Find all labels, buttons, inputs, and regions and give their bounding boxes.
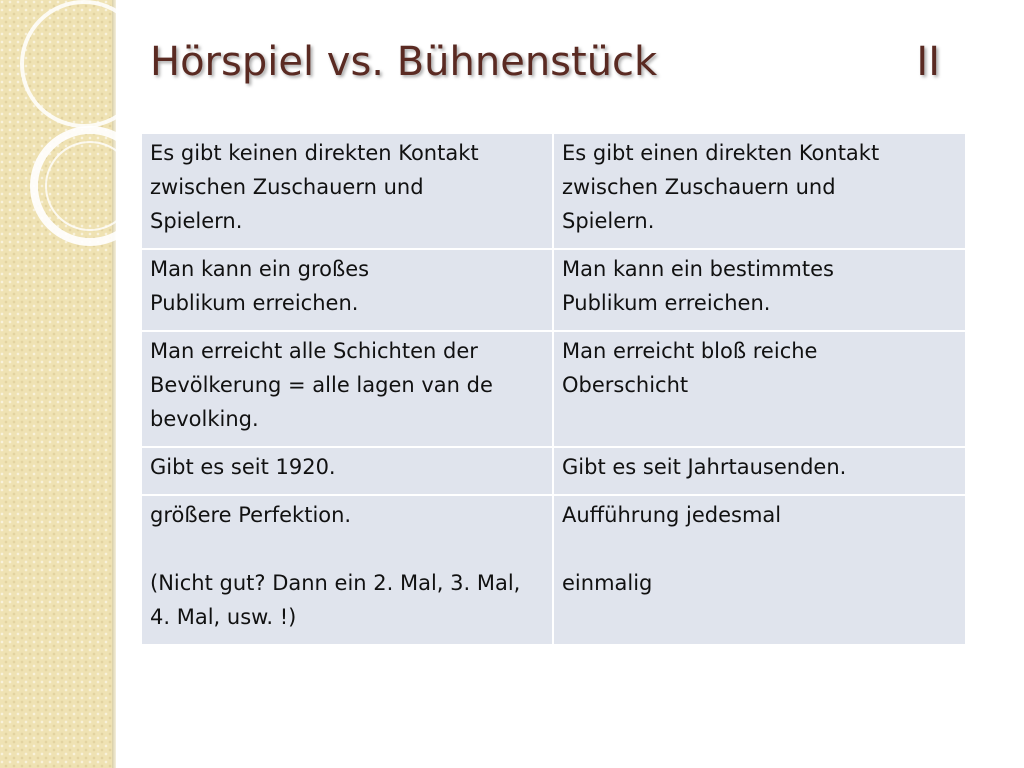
table-cell-right: Man erreicht bloß reiche Oberschicht (553, 331, 965, 447)
slide-title-main: Hörspiel vs. Bühnenstück (150, 39, 658, 85)
table-row (142, 249, 965, 331)
comparison-table (142, 134, 965, 646)
table-row (142, 495, 965, 645)
table-row (142, 331, 965, 447)
table-cell-right: Es gibt einen direkten Kontakt zwischen Zuschauern und Spielern. (553, 134, 965, 249)
deco-circle-large (22, 2, 140, 126)
decorative-circles (0, 0, 140, 300)
table-cell-right: Gibt es seit Jahrtausenden. (553, 447, 965, 495)
table-row (142, 134, 965, 249)
deco-circle-inner (46, 142, 134, 230)
deco-circle-middle (34, 130, 140, 242)
table-row (142, 447, 965, 495)
table-cell-left: Man erreicht alle Schichten der Bevölkerung = alle lagen van de bevolking. (142, 331, 553, 447)
table-cell-right: Aufführung jedesmal einmalig (553, 495, 965, 645)
table-cell-right: Man kann ein bestimmtes Publikum erreichen. (553, 249, 965, 331)
slide-title (150, 34, 940, 90)
slide-title-suffix: II (916, 39, 940, 85)
table-cell-left: größere Perfektion. (Nicht gut? Dann ein 2. Mal, 3. Mal, 4. Mal, usw. !) (142, 495, 553, 645)
table-cell-left: Gibt es seit 1920. (142, 447, 553, 495)
table-cell-left: Man kann ein großes Publikum erreichen. (142, 249, 553, 331)
table-cell-left: Es gibt keinen direkten Kontakt zwischen Zuschauern und Spielern. (142, 134, 553, 249)
